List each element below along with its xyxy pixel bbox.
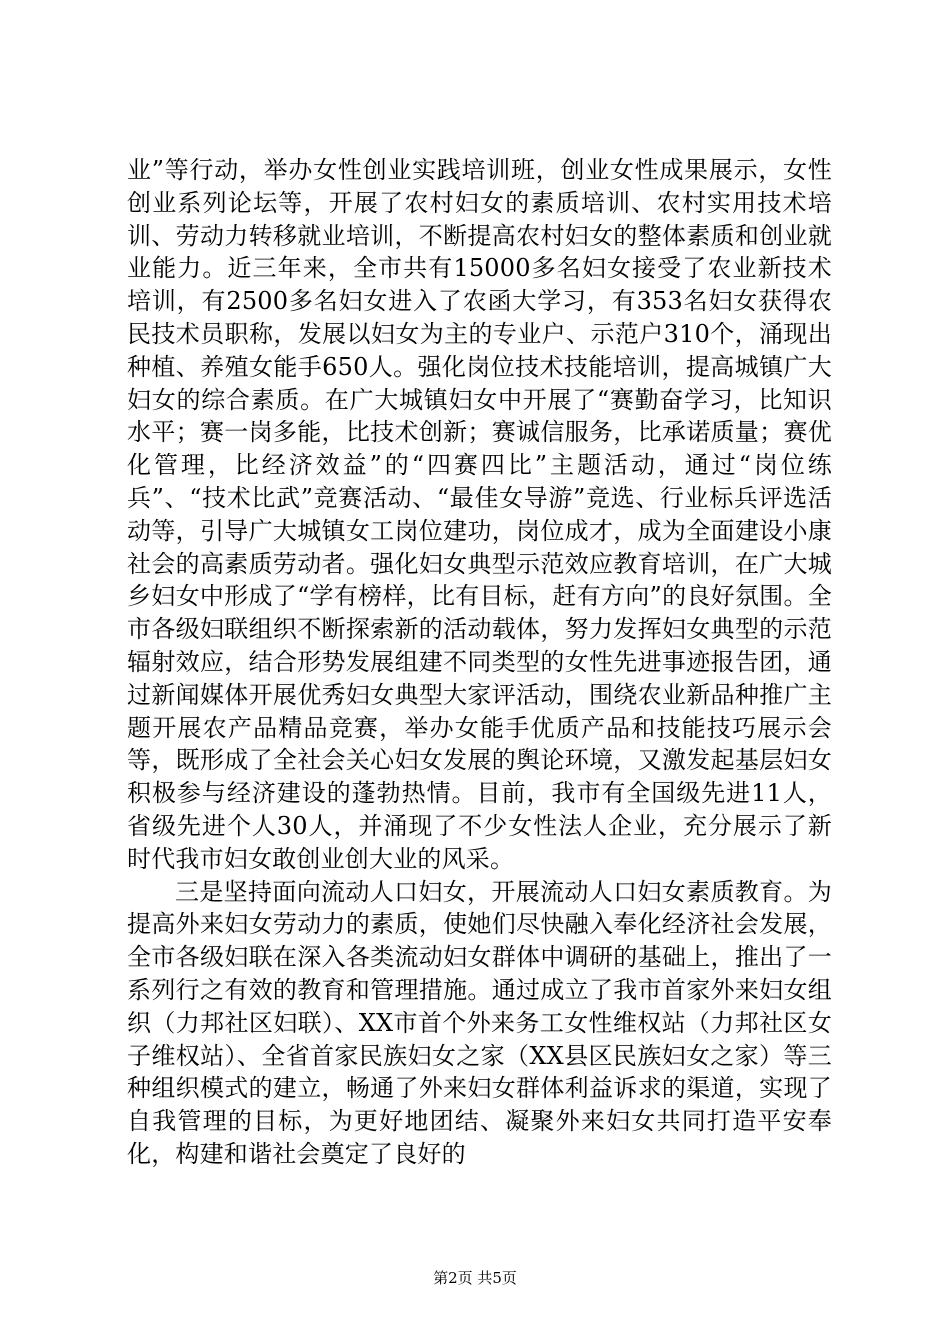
paragraph-1: 业”等行动，举办女性创业实践培训班，创业女性成果展示，女性创业系列论坛等，开展了农村妇女的素质培训、农村实用技术培训、劳动力转移就业培训，不断提高农村妇女的整体素质和创业就业能力。近三年来，全市共有15000多名妇女接受了农业新技术培训，有2500多名妇女进入了农函大学习，有353名妇女获得农民技术员职称，发展以妇女为主的专业户、示范户310个，涌现出种植、养殖女能手650人。强化岗位技术技能培训，提高城镇广大妇女的综合素质。在广大城镇妇女中开展了“赛勤奋学习，比知识水平；赛一岗多能，比技术创新；赛诚信服务，比承诺质量；赛优化管理，比经济效益”的“四赛四比”主题活动，通过“岗位练兵”、“技术比武”竞赛活动、“最佳女导游”竞选、行业标兵评选活动等，引导广大城镇女工岗位建功，岗位成才，成为全面建设小康社会的高素质劳动者。强化妇女典型示范效应教育培训，在广大城乡妇女中形成了“学有榜样，比有目标，赶有方向”的良好氛围。全市各级妇联组织不断探索新的活动载体，努力发挥妇女典型的示范辐射效应，结合形势发展组建不同类型的女性先进事迹报告团，通过新闻媒体开展优秀妇女典型大家评活动，围绕农业新品种推广主题开展农产品精品竞赛，举办女能手优质产品和技能技巧展示会等，既形成了全社会关心妇女发展的舆论环境，又激发起基层妇女积极参与经济建设的蓬勃热情。目前，我市有全国级先进11人，省级先进个人30人，并涌现了不少女性法人企业，充分展示了新时代我市妇女敢创业创大业的风采。 [127, 156, 832, 873]
document-body [127, 154, 832, 1171]
page-number-footer: 第2页 共5页 [433, 1269, 517, 1287]
paragraph-2: 三是坚持面向流动人口妇女，开展流动人口妇女素质教育。为提高外来妇女劳动力的素质，使她们尽快融入奉化经济社会发展，全市各级妇联在深入各类流动妇女群体中调研的基础上，推出了一系列行之有效的教育和管理措施。通过成立了我市首家外来妇女组织（力邦社区妇联）、XX市首个外来务工女性维权站（力邦社区女子维权站）、全省首家民族妇女之家（XX县区民族妇女之家）等三种组织模式的建立，畅通了外来妇女群体利益诉求的渠道，实现了自我管理的目标，为更好地团结、凝聚外来妇女共同打造平安奉化，构建和谐社会奠定了良好的 [127, 877, 832, 1168]
